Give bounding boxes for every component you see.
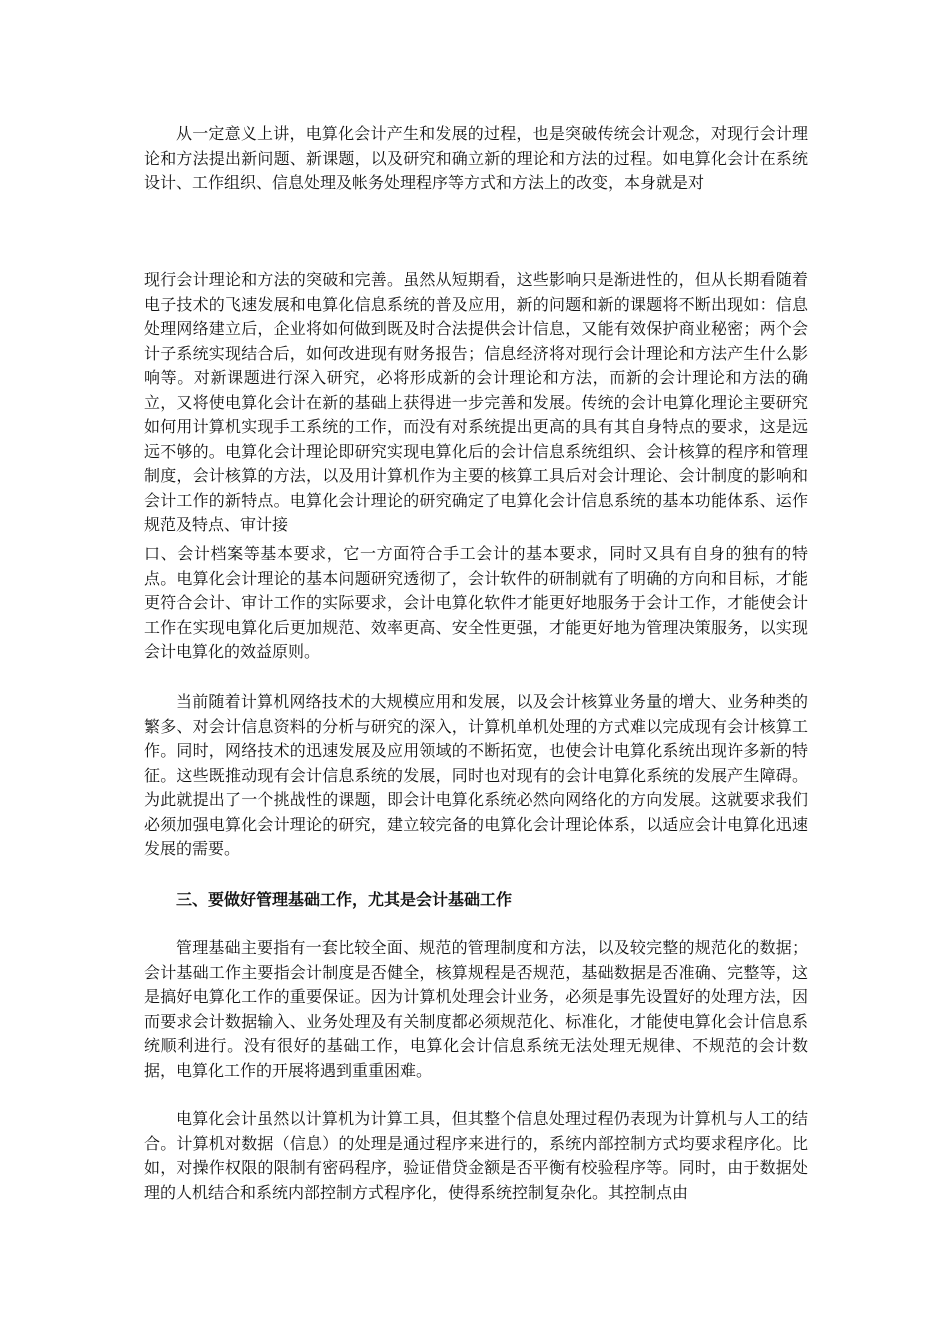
paragraph-4: 管理基础主要指有一套比较全面、规范的管理制度和方法，以及较完整的规范化的数据；会计基础工作主要指会计制度是否健全，核算规程是否规范，基础数据是否准确、完整等，这是搞好电算化工作的重要保证。因为计算机处理会计业务，必须是事先设置好的处理方法，因而要求会计数据输入、业务处理及有关制度都必须规范化、标准化，才能使电算化会计信息系统顺利进行。没有很好的基础工作，电算化会计信息系统无法处理无规律、不规范的会计数据，电算化工作的开展将遇到重重困难。 <box>144 938 808 1080</box>
paragraph-3: 当前随着计算机网络技术的大规模应用和发展，以及会计核算业务量的增大、业务种类的繁多、对会计信息资料的分析与研究的深入，计算机单机处理的方式难以完成现有会计核算工作。同时，网络技术的迅速发展及应用领域的不断拓宽，也使会计电算化系统出现许多新的特征。这些既推动现有会计信息系统的发展，同时也对现有的会计电算化系统的发展产生障碍。为此就提出了一个挑战性的课题，即会计电算化系统必然向网络化的方向发展。这就要求我们必须加强电算化会计理论的研究，建立较完备的电算化会计理论体系，以适应会计电算化迅速发展的需要。 <box>144 692 808 858</box>
paragraph-5: 电算化会计虽然以计算机为计算工具，但其整个信息处理过程仍表现为计算机与人工的结合。计算机对数据（信息）的处理是通过程序来进行的，系统内部控制方式均要求程序化。比如，对操作权限的限制有密码程序，验证借贷金额是否平衡有校验程序等。同时，由于数据处理的人机结合和系统内部控制方式程序化，使得系统控制复杂化。其控制点由 <box>144 1109 808 1202</box>
paragraph-2b: 口、会计档案等基本要求，它一方面符合手工会计的基本要求，同时又具有自身的独有的特点。电算化会计理论的基本问题研究透彻了，会计软件的研制就有了明确的方向和目标，才能更符合会计、审计工作的实际要求，会计电算化软件才能更好地服务于会计工作，才能使会计工作在实现电算化后更加规范、效率更高、安全性更强，才能更好地为管理决策服务，以实现会计电算化的效益原则。 <box>144 544 808 661</box>
paragraph-2a: 现行会计理论和方法的突破和完善。虽然从短期看，这些影响只是渐进性的，但从长期看随着电子技术的飞速发展和电算化信息系统的普及应用，新的问题和新的课题将不断出现如：信息处理网络建立后，企业将如何做到既及时合法提供会计信息，又能有效保护商业秘密；两个会计子系统实现结合后，如何改进现有财务报告；信息经济将对现行会计理论和方法产生什么影响等。对新课题进行深入研究，必将形成新的会计理论和方法，而新的会计理论和方法的确立，又将使电算化会计在新的基础上获得进一步完善和发展。传统的会计电算化理论主要研究如何用计算机实现手工系统的工作，而没有对系统提出更高的具有其自身特点的要求，这是远远不够的。电算化会计理论即研究实现电算化后的会计信息系统组织、会计核算的程序和管理制度，会计核算的方法，以及用计算机作为主要的核算工具后对会计理论、会计制度的影响和会计工作的新特点。电算化会计理论的研究确定了电算化会计信息系统的基本功能体系、运作规范及特点、审计接 <box>144 270 808 534</box>
paragraph-1: 从一定意义上讲，电算化会计产生和发展的过程，也是突破传统会计观念，对现行会计理论和方法提出新问题、新课题，以及研究和确立新的理论和方法的过程。如电算化会计在系统设计、工作组织、信息处理及帐务处理程序等方式和方法上的改变，本身就是对 <box>144 124 808 192</box>
section-heading: 三、要做好管理基础工作，尤其是会计基础工作 <box>176 890 513 909</box>
